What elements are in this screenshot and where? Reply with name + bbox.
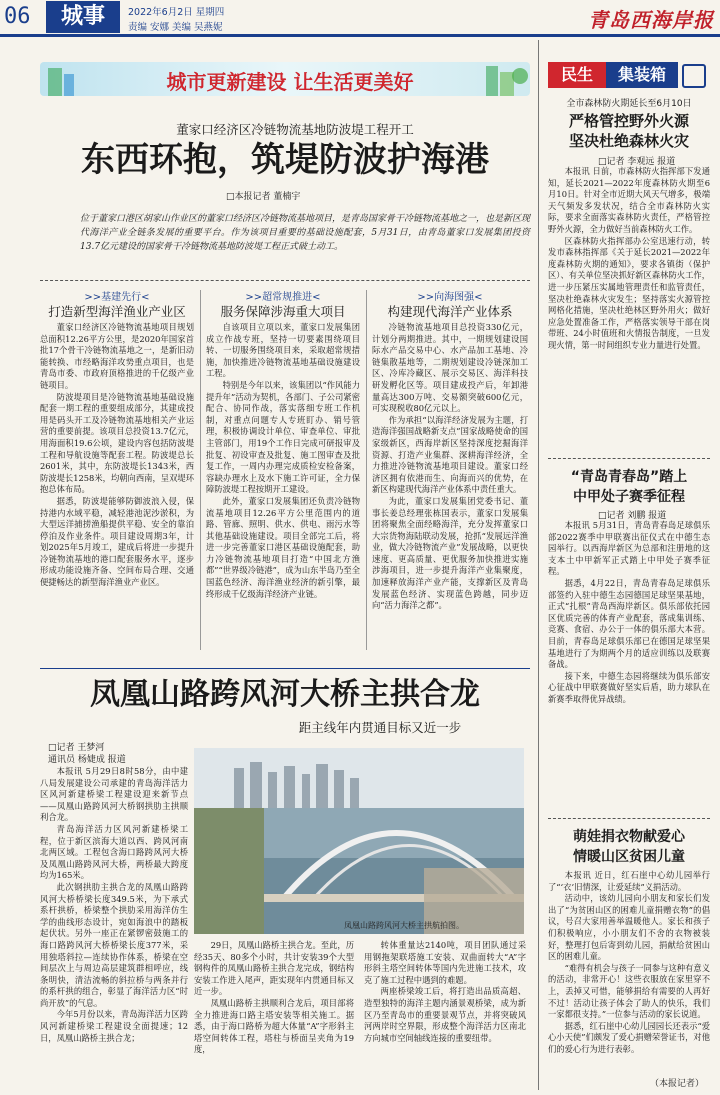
section-label: 城事 (46, 1, 120, 33)
photo-caption: 凤凰山路跨风河大桥主拱航拍图。 (344, 921, 464, 930)
story1-kicker: 董家口经济区冷链物流基地防波堤工程开工 (176, 122, 414, 137)
s3-title-line1: 萌娃捐衣物献爱心 (573, 829, 685, 845)
col1-subhead: 打造新型海洋渔业产业区 (48, 304, 186, 319)
issue-date: 2022年6月2日 星期四 (128, 7, 225, 18)
col1-body: 董家口经济区冷链物流基地项目规划总面积12.26平方公里，是2020年国家首批17个骨干冷链物流基地之一，是新旧动能转换、市经略海洋攻势重点项目，也是青岛市委、市政府顶格推进的千亿级产业链项目。 防波堤项目是冷链物流基地基础设施配套一期工程的重要组成部分，其建成投用是码头开工及冷链物流基地相关产业运营的重要前提。该项目总投资13.7亿元，用海面积19.6公顷，建设内容包括防波堤工程和导航设施等配套工程。防波堤总长2601米，其中，东防波堤长1343米，西防波堤长1258米，均朝向西南，呈双堤环抱总体布局。 据悉，防波堤能够防御波浪入侵，保持港内水域平稳，减轻港池泥沙淤积，为大型远洋捕捞渔船提供平稳、安全的靠泊停泊及作业条件。项目建设周期3年，计划2025年5月竣工，建成后将进一步提升冷链物流基地的港口配套服务水平，逐步形成功能设施齐备、空间布局合理、交通便捷畅达的新型海洋渔业产业区。 (40, 322, 194, 588)
divider (40, 280, 530, 281)
col3-subhead: 构建现代海洋产业体系 (387, 304, 513, 319)
story2-byline-reporter: □记者 王梦河 (48, 743, 105, 753)
s1-kicker: 全市森林防火期延长至6月10日 (566, 99, 692, 109)
column-rule (200, 290, 201, 650)
s2-title-line1: “青岛青春岛”踏上 (570, 469, 688, 485)
newspaper-logo: 青岛西海岸报 (588, 8, 714, 32)
s1-title-line2: 坚决杜绝森林火灾 (568, 132, 689, 150)
editors-line: 责编 安娜 美编 吴燕妮 (128, 22, 223, 33)
divider (548, 458, 710, 459)
s2-title-line2: 中甲处子赛季征程 (573, 489, 685, 505)
s1-body: 本报讯 日前，市森林防火指挥部下发通知，延长2021—2022年度森林防火期至6月10日。针对全市近期大风天气增多，极端天气频发多发状况，结合全市森林防火实际，要求全面落实森林防火责任，严格管控野外火源，全力做好当前森林防火工作。 区森林防火指挥部办公室迅速行动，转发市森林指挥部《关于延长2021—2022年度森林防火期的通知》，要求各镇街（保护区）、有关单位坚决抓好新区森林防火工作，进一步压紧压实属地管理责任和监管责任，坚决杜绝森林火灾发生；坚持落实火源管控网格化措施，坚决杜绝林区野外用火；做好应急处置准备工作，严格落实领导干部在岗带班、24小时值班和火情报告制度，一旦发现火情，第一时间组织专业力量进行处置。 (548, 166, 710, 350)
story2-right-body: 转体重量达2140吨，项目团队通过采用钢拖架联塔施工安装、双曲面转大“A”字形斜主塔空间转体等国内先进施工技术，攻克了施工过程中遇到的难题。 两座桥梁竣工后，将打造出品质高超、造型独特的海洋主题内涵景观桥梁，成为新区乃至青岛市的重要景观节点，并将突破风河两岸时空界限，形成整个海洋活力区南北方向城市空间轴线连接的重要纽带。 (364, 940, 526, 1043)
s2-byline: □记者 刘鹏 报道 (598, 511, 667, 521)
story1-headline: 东西环抱，筑堤防波护海港 (81, 140, 489, 180)
column-rule (366, 290, 367, 650)
story-divider (40, 668, 530, 669)
s2-body: 本报讯 5月31日，青岛青春岛足球俱乐部2022赛季中甲联赛出征仪式在中德生态园举行。以西海岸新区为总部和注册地的这支本土中甲新军正式踏上中甲处子赛季征程。 据悉，4月22日，青岛青春岛足球俱乐部签约入驻中德生态园德国足球坚果基地，正式“扎根”青岛西海岸新区。俱乐部依托园区优质完善的体育产业配套，落成集训练、竞赛、食宿、办公于一体的俱乐部大本营。目前，青春岛足球俱乐部已在德国足球坚果基地进行了为期两个月的适应训练以及联赛备战。 接下来，中德生态园将继续为俱乐部安心征战中甲联赛做好坚实后盾，助力球队在新赛季取得优异战绩。 (548, 520, 710, 704)
story1-lead: 位于董家口港区胡家山作业区的董家口经济区冷链物流基地项目，是青岛国家骨干冷链物流基地之一，也是新区现代海洋产业全链条发展的重要平台。作为该项目重要的基础设施配套，5月31日，由青岛董家口发展集团投资13.7亿元建设的国家骨干冷链物流基地防波堤工程正式破土动工。 (80, 214, 531, 252)
story2-byline-correspondent: 通讯员 杨婕成 报道 (48, 755, 126, 765)
col1-tag: >>基建先行< (84, 292, 150, 303)
col2-tag: >>超常规推进< (245, 292, 321, 303)
col3-body: 冷链物流基地项目总投资330亿元，计划分两期推进。其中，一期规划建设国际水产品交易中心、水产品加工基地、冷链集散基地等，二期规划建设冷链深加工区、冷库冷藏区、展示交易区、海洋科技研发孵化区等。项目建成投产后，年卸港量高达300万吨、交易额突破600亿元，可实现税收80亿元以上。 作为承担“以海洋经济发展为主题，打造海洋强国战略新支点”国家战略使命的国家级新区，西海岸新区坚持深度挖掘海洋资源、打造产业集群、深耕海洋经济，全力推进冷链物流基地项目建设。董家口经济区拥有依港而生、向海而兴的优势，在新区构建现代海洋产业体系中责任重大。 为此，董家口发展集团党委书记、董事长姜总经理张栋国表示，董家口发展集团将聚焦全面经略海洋，充分发挥董家口大宗货物海陆联动发展，抢抓“发展远洋渔业，做大冷链物流产业”发展战略，以更快速度、更高质量、更优服务加快推进实施涉海项目，进一步提升海洋产业集聚度，加速释放海洋产业产能，支撑新区及青岛发展蓝色经济、实现蓝色跨越，同步迈向“活力海洋之都”。 (372, 322, 528, 611)
sidebar-header-box: 集装箱 (606, 62, 678, 88)
col2-subhead: 服务保障涉海重大项目 (220, 304, 346, 319)
s3-title-line2: 情暖山区贫困儿童 (573, 849, 685, 865)
s1-title-line1: 严格管控野外火源 (568, 112, 689, 130)
s3-body: 本报讯 近日，红石崖中心幼儿园举行了“‘衣’旧情深，让爱延续”义捐活动。 活动中，该幼儿园向小朋友和家长们发出了“为贫困山区的困难儿童捐赠衣物”的倡议，号召大家用善举温暖他人。家长和孩子们积极响应，小小朋友们不舍的衣物被装好，整理打包后寄到幼儿园，捐献给贫困山区的困难儿童。 “难得有机会与孩子一同参与这种有意义的活动，非常开心！这些衣服放在家里穿不上，丢掉又可惜，能够捐给有需要的人再好不过！活动让孩子体会了助人的快乐，我们一家都很支持。”一位参与活动的家长说道。 据悉，红石崖中心幼儿园园长还表示“爱心小天使”们颇发了爱心捐赠荣誉证书，对他们的爱心行为进行表彰。 (548, 870, 710, 1054)
s1-byline: □记者 李观远 报道 (598, 157, 676, 167)
story2-subhead: 距主线年内贯通目标又近一步 (298, 720, 462, 735)
story2-headline: 凤凰山路跨风河大桥主拱合龙 (90, 677, 480, 712)
story2-mid-body: 29日，凤凰山路桥主拱合龙。至此，历经35天、80多个小时，共计安装39个大型钢构件的凤凰山路桥主拱合龙完成，钢结构安装工作进入尾声，距实现年内贯通目标又近一步。 凤凰山路桥主拱顺利合龙后，项目部将全力推进海口路主塔安装等相关施工。据悉，由于海口路桥为超大体量“A”字形斜主塔空间转体工程，塔柱与桥面呈夹角为19度， (194, 940, 354, 1055)
sidebar-header-main: 民生 (548, 62, 606, 88)
banner-title: 城市更新建设 让生活更美好 (166, 70, 414, 94)
divider (548, 818, 710, 819)
col2-body: 自该项目立项以来，董家口发展集团成立作战专班，坚持一切要素围绕项目转、一切服务围绕项目来，采取超常规措施，加快推进冷链物流基地基础设施建设工程。 特别是今年以来，该集团以“作风能力提升年”活动为契机，各部门、子公司紧密配合、协同作战，落实落细专班工作机制，对重点问题专人专班盯办、销号管理，积极协调设计单位、审查单位、审批主管部门，用19个工作日完成可研报审及批复、初设审查及批复、施工图审查及批复工作，一周内办理完成质检安检备案，容缺办理水上及水下施工许可证，全力保障防波堤工程按期开工建设。 此外，董家口发展集团还负责冷链物流基地项目12.26平方公里范围内的道路、管廊、照明、供水、供电、雨污水等其他基础设施建设。项目全部完工后，将进一步完善董家口港区基础设施配套，助力冷链物流基地项目打造“中国北方渔都”“世界级冷链港”，成为山东半岛乃至全国蓝色经济、海洋渔业经济的新引擎，最终形成千亿级海洋经济产业链。 (206, 322, 360, 599)
story2-left-body: 本报讯 5月29日8时58分，由中建八局发展建设公司承建的青岛海洋活力区风河新建桥梁工程建设迎来新节点——凤凰山路跨风河大桥钢拱肋主拱顺利合龙。 青岛海洋活力区风河新建桥梁工程，位于新区滨海大道以西、跨风河南北两区域。工程包含海口路跨风河大桥及凤凰山路跨风河大桥，两桥最大跨度均为165米。 此次钢拱肋主拱合龙的凤凰山路跨风河大桥桥梁长度349.5米，为下承式系杆拱桥，桥梁整个拱肋采用海洋仿生学的曲线形态设计，宛如海浪中的踏板起伏状。另外一座正在紧锣密鼓施工的海口路跨风河大桥桥梁长度377米，采用独塔斜拉—连续协作体系，桥梁在空间层次上与周边高层建筑群相呼应，线条明快，清洁流畅的斜拉桥与两条并行的系杆拱的组合，彰显了海洋活力区“时尚开放”的气息。 今年5月份以来，青岛海洋活力区跨风河新建桥梁工程建设全面提速；12日，凤凰山路桥主拱合龙； (40, 766, 188, 1043)
col3-tag: >>向海图强< (417, 292, 483, 303)
bridge-photo (194, 748, 524, 934)
story1-byline: □本报记者 董楠宇 (226, 192, 301, 202)
page-number: 06 (4, 4, 31, 29)
s3-footer: （本报记者） (649, 1079, 704, 1089)
sidebar-rule (538, 40, 539, 1090)
newspaper-icon (682, 64, 706, 88)
